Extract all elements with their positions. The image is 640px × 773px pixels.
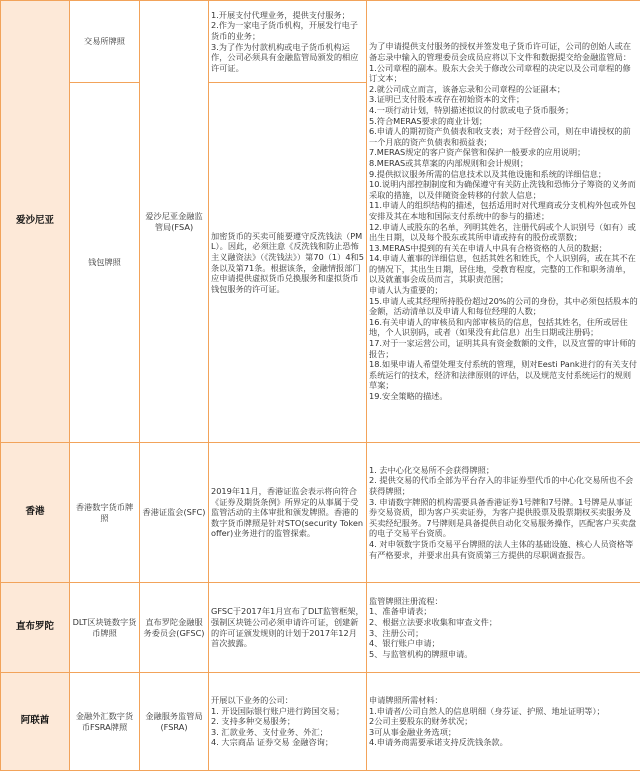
requirement-line: 监管牌照注册流程： [369,595,443,606]
requirement-line: 16.有关申请人的审核员和内部审核员的信息，包括其姓名，住所或居住地，个人识别码，或者（如果没有此信息）出生日期或注册码； [369,316,628,338]
requirement-line: 17.对于一家运营公司，证明其具有资金数额的文件，以及宣誓的审计师的报告； [369,338,636,359]
license-estonia-exchange: 交易所牌照 [70,1,140,83]
overview-estonia-exchange [209,1,367,83]
overview-line: 加密货币的买卖可能要遵守反洗钱法（PML）。因此，必须注意《反洗钱和防止恐怖主义融资法》（《洗钱法》）第70（1）4和5条以及第71条。根据该条，金融情报部门应申请提供虚拟货币兑换服务和虚拟货币钱包服务的许可证。 [211,230,364,294]
requirement-line: 2.就公司成立而言，该备忘录和公司章程的公证副本； [369,83,566,94]
region-estonia: 爱沙尼亚 [1,1,70,443]
overview-hongkong [209,443,367,583]
requirement-line: 4.一项行动计划，特别描述拟议的付款或电子货币服务； [369,104,574,115]
license-hongkong: 香港数字货币牌照 [70,443,140,583]
requirement-line: 14.申请人董事的详细信息，包括其姓名和姓氏，个人识别码，或在其不在的情况下，其出生日期，居住地，受教育程度，完整的工作和职务清单，以及就董事会成员而言，其职责范围； [369,253,636,285]
region-uae: 阿联酋 [1,673,70,771]
requirements-hongkong [367,443,640,583]
requirement-line: 3.证明已支付股本或存在初始资本的文件； [369,94,525,105]
requirement-line: 11.申请人的组织结构的描述，包括适用时对代理商或分支机构外包或外包安排及其在本地和国际支付系统中的参与的描述； [369,200,636,221]
overview-line: 2019年11月，香港证监会表示将向符合《证券及期货条例》所界定的从事属于受监管活动的主体审批和颁发牌照。香港的数字货币牌照是针对STO(security Token offer)业务进行的监管探索。 [211,486,364,539]
regulator-gibraltar: 直布罗陀金融服务委员会(GFSC) [140,583,209,673]
requirement-line: 2公司主要股东的财务状况； [369,716,473,727]
regulator-hongkong: 香港证监会(SFC) [140,443,209,583]
requirement-line: 2、根据立法要求收集和审查文件； [369,616,498,627]
license-gibraltar: DLT区块链数字货币牌照 [70,583,140,673]
overview-line: 4. 大宗商品 证券交易 金融咨询； [211,737,334,748]
region-gibraltar: 直布罗陀 [1,583,70,673]
requirement-line: 12.申请人或股东的名单，列明其姓名，注册代码或个人识别号（如有）或出生日期，以及每个股东或其所申请或持有的股份或票数； [369,221,636,243]
overview-estonia-wallet [209,83,367,443]
requirement-line: 2. 提供交易的代币全部为平台存入的非证券型代币的中心化交易所也不会获得牌照； [369,475,634,497]
overview-line: GFSC于2017年1月宣布了DLT监管框架，强制区块链公司必须申请许可证，创建新的许可证颁发规则的计划于2017年12月首次披露。 [211,606,364,649]
overview-line: 2. 支持多种交易服务； [211,716,296,727]
requirement-line: 申请人认为重要的； [369,285,443,296]
requirements-estonia [367,1,640,443]
requirement-line: 为了申请提供支付服务的授权并签发电子货币许可证，公司的创始人或在备忘录中输入的管理委员会成员应将以下文件和数据提交给金融监管局： [369,41,632,62]
requirements-uae [367,673,640,771]
overview-line: 1.开展支付代理业务，提供支付服务； [211,9,350,20]
requirement-line: 1、准备申请表； [369,606,432,617]
overview-line: 2.作为一家电子货币机构，开展发行电子货币的业务； [211,20,358,41]
overview-uae [209,673,367,771]
overview-line: 3. 汇款业务、支付业务、外汇； [211,726,328,737]
requirement-line: 4.申请务商需要承诺支持反洗钱条款。 [369,737,508,748]
requirement-line: 5.符合MERAS要求的商业计划； [369,115,488,126]
requirement-line: 1.公司章程的副本。股东大会关于修改公司章程的决定以及公司章程的修订文本； [369,62,631,84]
table-row-hongkong [1,443,640,583]
overview-line: 3.为了作为付款机构或电子货币机构运作，公司必须具有金融监管局颁发的相应许可证。 [211,41,359,73]
license-uae: 金融外汇数字货币FSRA牌照 [70,673,140,771]
requirement-line: 9.提供拟议服务所需的信息技术以及其他设施和系统的详细信息； [369,168,607,179]
overview-line: 1. 开设国际银行账户进行跨国交易； [211,705,345,716]
requirement-line: 15.申请人或其经理所持股份超过20%的公司的身份，其中必须包括股本的金额，活动清单以及申请人和每位经理的人数； [369,295,638,317]
regulator-estonia: 爱沙尼亚金融监管局(FSA) [140,1,209,443]
license-estonia-wallet: 钱包牌照 [70,83,140,443]
requirement-line: 19.安全策略的描述。 [369,391,448,401]
requirement-line: 6.申请人的期初资产负债表和收支表；对于经营公司，则在申请授权的前一个月底的资产负债表和损益表； [369,126,631,147]
regulator-uae: 金融服务监管局(FSRA) [140,673,209,771]
requirement-line: 10.说明内部控制制度和为确保遵守有关防止洗钱和恐怖分子筹资的义务而采取的措施，以及伴随资金转移的付款人信息； [369,179,636,200]
requirement-line: 3. 申请数字牌照的机构需要具备香港证券1号牌和7号牌。1号牌是从事证券交易资质，即为客户买卖证券，为客户提供股票及股票期权买卖服务及买卖经纪服务。7号牌则是具备提供自动化交易服务操作，匹配客户买卖盘的电子交易平台资质。 [369,496,637,539]
requirement-line: 1. 去中心化交易所不会获得牌照； [369,464,495,475]
table-row-uae [1,673,640,771]
requirement-line: 申请牌照所需材料： [369,695,443,706]
requirement-line: 13.MERAS中提到的有关在申请人中具有合格资格的人员的数据； [369,242,607,253]
requirement-line: 8.MERAS或其草案的内部规则和会计规则； [369,157,529,168]
requirement-line: 5、与监管机构的牌照申请。 [369,648,473,659]
requirement-line: 3可从事金融业务选项； [369,726,457,737]
requirement-line: 4、银行账户申请； [369,638,440,649]
table-row-gibraltar [1,583,640,673]
requirement-line: 3、注册公司； [369,627,424,638]
table-row-estonia-exchange [1,1,640,83]
requirements-gibraltar [367,583,640,673]
requirement-line: 4. 对申领数字货币交易平台牌照的法人主体的基础设施、核心人员资格等有严格要求，并要求出具有资质第三方提供的尽职调查报告。 [369,538,634,560]
requirement-line: 1.申请者/公司自然人的信息明细（身芬证、护照、地址证明等）； [369,705,605,716]
overview-gibraltar [209,583,367,673]
overview-line: 开展以下业务的公司： [211,695,293,706]
requirement-line: 18.如果申请人希望处理支付系统的管理，则对Eesti Pank进行的有关支付系统运行的技术，经济和法律原则的评估，以及规范支付系统运行的规则草案； [369,359,637,391]
requirement-line: 7.MERAS规定的客户资产保管和保护一般要求的应用说明； [369,147,586,158]
region-hongkong: 香港 [1,443,70,583]
